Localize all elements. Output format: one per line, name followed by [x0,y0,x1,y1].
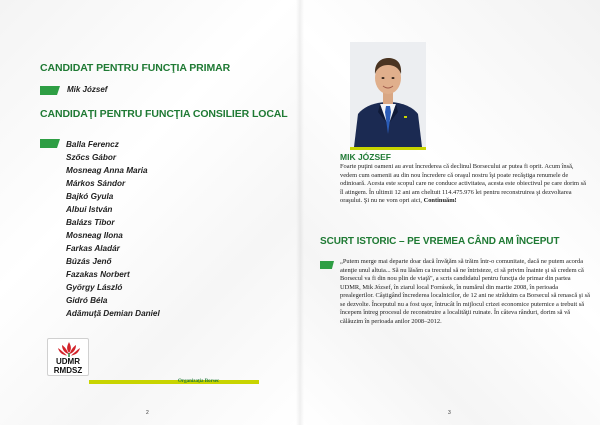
mayor-heading: CANDIDAT PENTRU FUNCŢIA PRIMAR [40,62,231,74]
candidate-portrait-icon [350,42,426,147]
council-heading: CANDIDAŢI PENTRU FUNCŢIA CONSILIER LOCAL [40,108,288,120]
candidate-bio-bold: Continuăm! [423,197,457,205]
candidate-name-heading: MIK JÓZSEF [340,152,392,162]
council-candidate: Adămuţă Demian Daniel [66,309,160,318]
logo-rmdsz-text: RMDSZ [53,366,83,375]
mayor-marker-icon [40,86,60,95]
candidate-bio-text: Foarte puţini oameni au avut încrederea că declinul Borsecului ar putea fi oprit. Acum însă, vedem cum oamenii au din nou încredere că oraşul nostru îşi poate recăştiga renumele de odinioară. Acesta este scopul care ne conduce activitatea, acesta este obiectivul pe care dorim să îl atingem. În ultimii 12 ani am cheltuit 114.475.976 lei pentru reconstruirea şi dezvoltarea oraşului. Şi nu ne vom opri aici, [340,163,586,205]
council-candidate: Balázs Tibor [66,218,115,227]
footer-accent-bar [89,380,259,384]
history-text: „Putem merge mai departe doar dacă învăţăm să trăim într-o comunitate, dacă ne putem acorda atenţie unul altuia... Să nu lăsăm ca trecutul să ne întristeze, ci să privim înainte şi să credem că Borsecul va fi din nou plin de viaţă", a scris candidatul pentru funcţia de primar din partea UDMR, Mik József, în ziarul local Források, în numărul din martie 2008, în perioada prealegerilor. Câştigând încrederea localnicilor, de 12 ani ne străduim ca Borsecul să renască şi să se dezvolte. Începutul nu a fost uşor, întrucât în mijlocul crizei economice puternice a trebuit să începem întreg procesul de reconstruire a localităţii ruinate. În câteva rânduri, dorim să vă călăuzim în perioada anilor 2008–2012. [340,258,590,325]
right-page [300,0,600,425]
council-candidate: György László [66,283,123,292]
history-marker-icon [320,261,334,269]
council-candidate-list [66,138,160,320]
council-candidate: Gidró Béla [66,296,108,305]
candidate-bio [340,163,590,206]
council-candidate: Márkos Sándor [66,179,126,188]
council-candidate: Mosneag Ilona [66,231,123,240]
footer-organization: Organizaţia Borsec [178,379,220,384]
council-candidate: Albui István [66,205,113,214]
council-marker-icon [40,139,60,148]
council-candidate: Fazakas Norbert [66,270,130,279]
page-gutter [296,0,304,425]
photo-accent-bar [350,147,426,150]
logo-udmr-text: UDMR [56,357,80,366]
council-candidate: Farkas Aladár [66,244,120,253]
page-number-left: 2 [146,410,149,416]
page-number-right: 3 [448,410,451,416]
council-candidate: Bajkó Gyula [66,192,114,201]
tulip-logo-icon [57,340,81,358]
history-heading: SCURT ISTORIC – PE VREMEA CÂND AM ÎNCEPUT [320,236,560,247]
council-candidate: Balla Ferencz [66,140,119,149]
council-candidate: Búzás Jenő [66,257,112,266]
mayor-candidate-name: Mik József [67,85,108,94]
council-candidate: Szőcs Gábor [66,153,117,162]
council-candidate: Mosneag Anna Maria [66,166,148,175]
candidate-photo [350,42,426,147]
